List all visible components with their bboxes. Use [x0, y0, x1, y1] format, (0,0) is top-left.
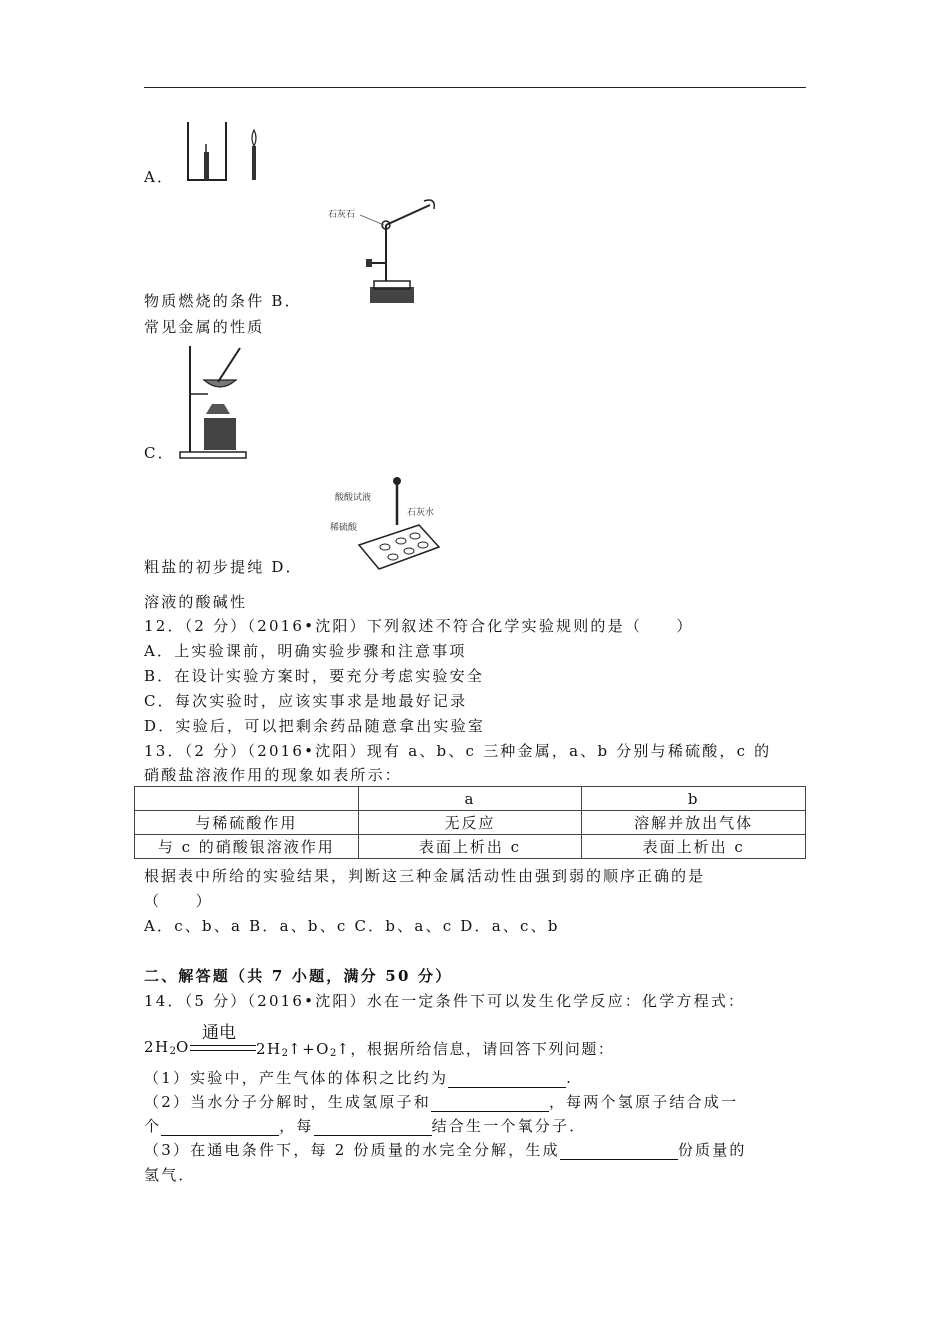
table-cell: 与稀硫酸作用 [135, 811, 359, 835]
q14-part-3-cont: 氢气． [144, 1166, 196, 1184]
table-header-row [135, 787, 806, 811]
equation-condition: 通电 [202, 1023, 236, 1043]
q14-part-2-cont: 个 ，每 结合生一个氧分子． [144, 1117, 587, 1135]
q13-options: A．c、b、a B．a、b、c C．b、a、c D．a、c、b [144, 917, 560, 935]
table-row [135, 811, 806, 835]
option-d-line: 粗盐的初步提纯 D． [144, 558, 303, 576]
q12-stem: 12．（2 分）（2016•沈阳）下列叙述不符合化学实验规则的是（ ） [144, 617, 694, 635]
table-cell: 表面上析出 c [358, 835, 582, 859]
table-cell: 无反应 [358, 811, 582, 835]
q12-option-d: D．实验后，可以把剩余药品随意拿出实验室 [144, 717, 486, 735]
table-cell: 与 c 的硝酸银溶液作用 [135, 835, 359, 859]
answer-blank-4[interactable] [314, 1119, 432, 1136]
equation-equals-sign [190, 1045, 256, 1051]
table-cell [135, 787, 359, 811]
option-b-line: 物质燃烧的条件 B． [144, 292, 302, 310]
figure-d-label-1: 酸酸试液 [335, 493, 372, 503]
q13-results-table [134, 786, 806, 859]
q12-option-a: A．上实验课前，明确实验步骤和注意事项 [144, 642, 467, 660]
figure-b-label: 石灰石 [328, 210, 356, 220]
figure-c-evaporation [178, 342, 250, 462]
option-a-label: A． [144, 168, 175, 186]
figure-d-label-3: 稀硫酸 [330, 523, 358, 533]
table-cell: a [358, 787, 582, 811]
q13-stem-1: 13．（2 分）（2016•沈阳）现有 a、b、c 三种金属，a、b 分别与稀硫酸，c 的 [144, 742, 772, 760]
q14-part-2: （2）当水分子分解时，生成氢原子和 ，每两个氢原子结合成一 [144, 1093, 739, 1111]
q13-question-2: （ ） [144, 892, 213, 910]
table-cell: b [582, 787, 806, 811]
q12-option-c: C．每次实验时，应该实事求是地最好记录 [144, 692, 468, 710]
figure-a-burning-candle [180, 118, 270, 186]
answer-blank-3[interactable] [161, 1119, 279, 1136]
table-cell: 表面上析出 c [582, 835, 806, 859]
q14-part-3: （3）在通电条件下，每 2 份质量的水完全分解，生成 份质量的 [144, 1141, 747, 1159]
option-c-label: C． [144, 444, 175, 462]
section-heading: 二、解答题（共 7 小题，满分 50 分） [144, 967, 453, 985]
q14-part-1: （1）实验中，产生气体的体积之比约为 . [144, 1069, 574, 1087]
q13-stem-2: 硝酸盐溶液作用的现象如表所示： [144, 766, 403, 784]
q13-question-1: 根据表中所给的实验结果，判断这三种金属活动性由强到弱的顺序正确的是 [144, 867, 706, 885]
option-b-caption: 常见金属的性质 [144, 318, 265, 336]
option-d-caption: 溶液的酸碱性 [144, 593, 248, 611]
answer-blank-2[interactable] [431, 1095, 549, 1112]
equation-lhs: $2H_2O$ [144, 1038, 190, 1057]
answer-blank-5[interactable] [560, 1143, 678, 1160]
header-rule [144, 87, 806, 88]
equation-rhs: $2H_2↑+O_2↑$，根据所给信息，请回答下列问题： [256, 1040, 615, 1059]
figure-d-label-2: 石灰水 [407, 508, 435, 518]
answer-blank-1[interactable] [448, 1071, 566, 1088]
table-row [135, 835, 806, 859]
q12-option-b: B．在设计实验方案时，要充分考虑实验安全 [144, 667, 485, 685]
table-cell: 溶解并放出气体 [582, 811, 806, 835]
q14-stem: 14．（5 分）（2016•沈阳）水在一定条件下可以发生化学反应：化学方程式： [144, 992, 746, 1010]
